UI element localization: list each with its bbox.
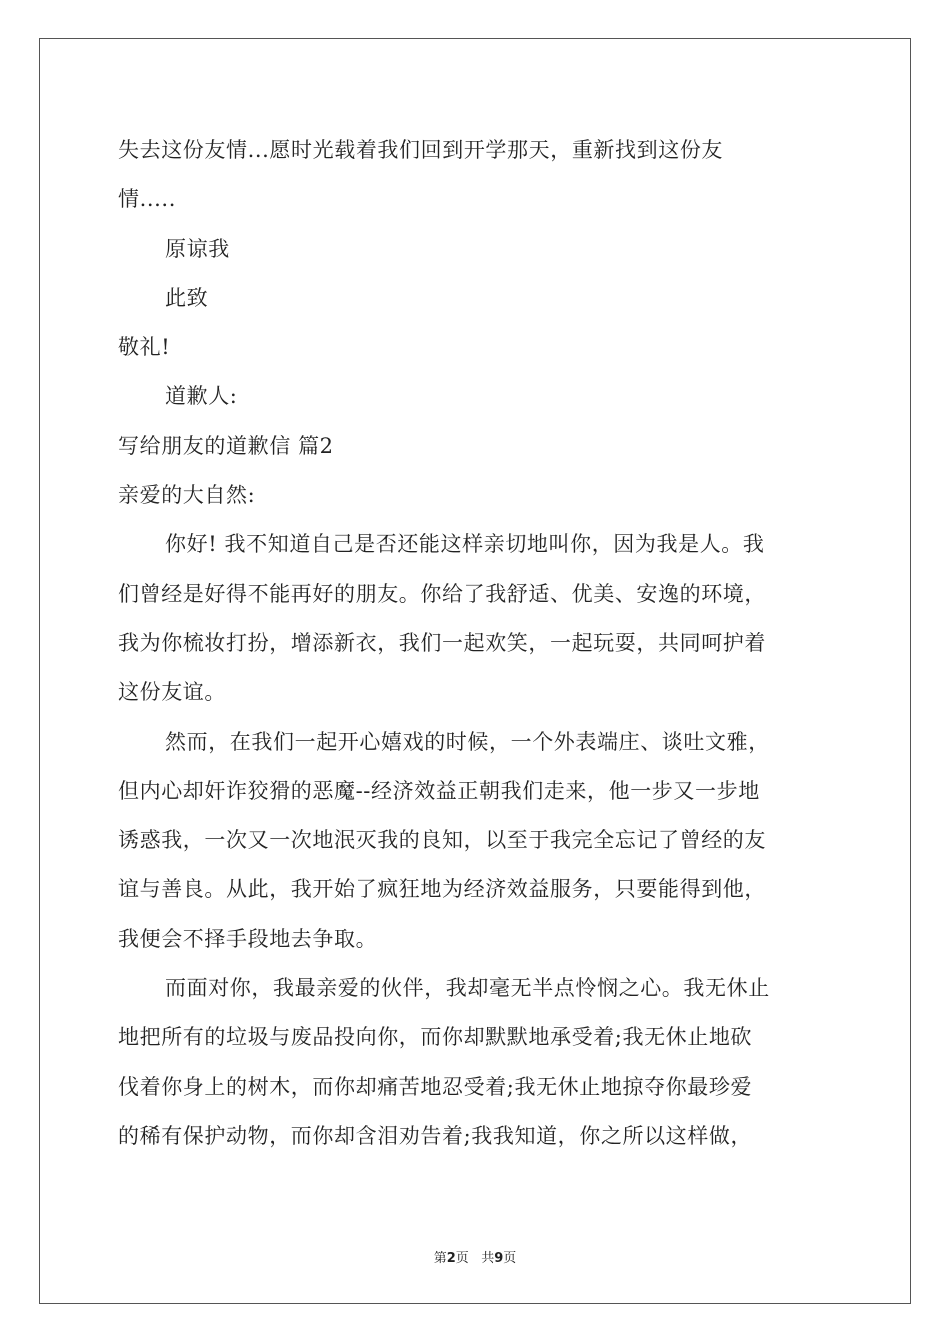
text-line: 而面对你，我最亲爱的伙伴，我却毫无半点怜悯之心。我无休止 [165,976,770,1001]
text-line: 情..... [118,187,176,212]
text-line: 们曾经是好得不能再好的朋友。你给了我舒适、优美、安逸的环境， [118,581,766,606]
text-line: 诱惑我，一次又一次地泯灭我的良知，以至于我完全忘记了曾经的友 [118,828,766,853]
section-title: 写给朋友的道歉信 篇2 [118,433,334,458]
document-body [118,126,838,1161]
text-line: 然而，在我们一起开心嬉戏的时候，一个外表端庄、谈吐文雅， [165,729,770,754]
page-suffix: 页 [503,1251,517,1266]
text-line: 伐着你身上的树木，而你却痛苦地忍受着;我无休止地掠夺你最珍爱 [118,1074,753,1099]
text-line: 这份友谊。 [118,680,226,705]
text-line: 原谅我 [165,236,230,261]
text-line: 的稀有保护动物，而你却含泪劝告着;我我知道，你之所以这样做， [118,1123,753,1148]
text-line: 道歉人: [165,384,238,409]
text-line: 我为你梳妆打扮，增添新衣，我们一起欢笑，一起玩耍，共同呵护着 [118,630,766,655]
text-line: 失去这份友情...愿时光载着我们回到开学那天，重新找到这份友 [118,138,724,162]
page-current: 2 [446,1251,456,1266]
text-line: 但内心却奸诈狡猾的恶魔--经济效益正朝我们走来，他一步又一步地 [118,778,760,803]
text-line: 谊与善良。从此，我开始了疯狂地为经济效益服务，只要能得到他， [118,877,766,902]
page-prefix: 第 [433,1251,447,1266]
text-line: 地把所有的垃圾与废品投向你，而你却默默地承受着;我无休止地砍 [118,1025,753,1050]
page-footer [0,1247,950,1266]
text-line: 你好! 我不知道自己是否还能这样亲切地叫你，因为我是人。我 [165,532,765,557]
text-line: 此致 [165,285,209,310]
text-line: 我便会不择手段地去争取。 [118,926,378,951]
salutation: 亲爱的大自然: [118,483,256,508]
page-total: 9 [494,1251,504,1266]
page-mid: 页 共 [455,1251,495,1266]
text-line: 敬礼! [118,335,171,360]
